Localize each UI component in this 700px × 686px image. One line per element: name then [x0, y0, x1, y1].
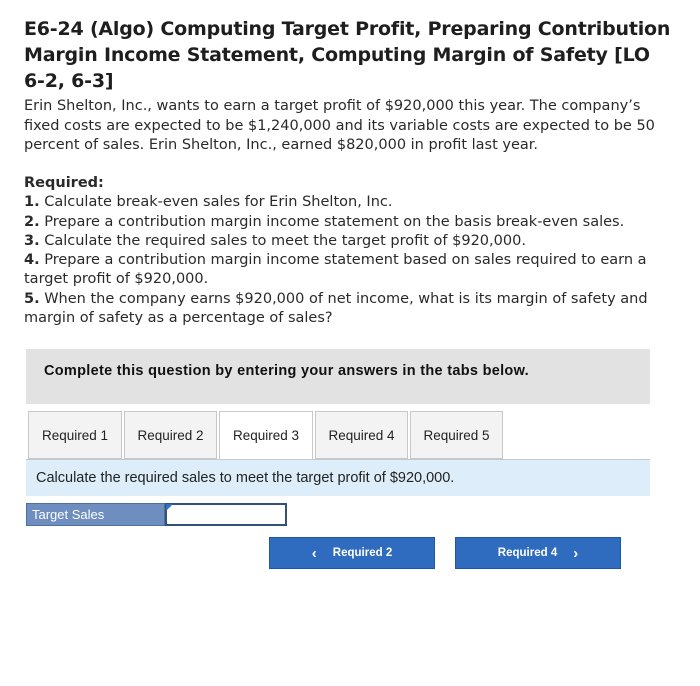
requirement-item [24, 193, 664, 212]
requirement-text: Calculate break-even sales for Erin Shelton, Inc. [44, 194, 393, 211]
problem-title: E6-24 (Algo) Computing Target Profit, Preparing Contribution Margin Income Statement, Computing Margin of Safety [LO 6-2, 6-3] [24, 18, 671, 92]
instructions-banner [26, 349, 650, 404]
next-required-button[interactable] [455, 537, 621, 569]
target-sales-label: Target Sales [26, 503, 165, 526]
tab-required-5[interactable]: Required 5 [410, 411, 503, 459]
target-sales-input[interactable] [165, 503, 287, 526]
requirement-text: Prepare a contribution margin income statement based on sales required to earn a target profit of $920,000. [24, 252, 647, 288]
requirement-item [24, 290, 664, 329]
requirement-number: 1. [24, 194, 40, 211]
requirement-number: 5. [24, 290, 40, 307]
requirement-number: 2. [24, 213, 40, 230]
tab-instruction [26, 460, 650, 496]
prev-button-label: Required 2 [332, 547, 393, 559]
requirement-text: When the company earns $920,000 of net income, what is its margin of safety and margin of safety as a percentage of sales? [24, 290, 648, 327]
chevron-left-icon: ‹ [311, 544, 317, 562]
banner-text: Complete this question by entering your answers in the tabs below. [44, 363, 529, 379]
tab-required-3[interactable]: Required 3 [219, 411, 313, 460]
input-marker-icon [166, 504, 173, 511]
tab-required-4[interactable]: Required 4 [315, 411, 408, 459]
requirement-item [24, 251, 664, 290]
tab-bar [26, 411, 650, 460]
tab-required-1[interactable]: Required 1 [28, 411, 122, 459]
requirement-text: Prepare a contribution margin income statement on the basis break-even sales. [44, 213, 625, 230]
requirement-number: 4. [24, 252, 40, 269]
prev-required-button[interactable] [269, 537, 435, 569]
next-button-label: Required 4 [497, 547, 558, 559]
instruction-text: Calculate the required sales to meet the target profit of $920,000. [36, 470, 455, 486]
requirement-text: Calculate the required sales to meet the target profit of $920,000. [44, 232, 526, 249]
chevron-right-icon: › [573, 544, 579, 562]
requirement-item [24, 232, 664, 251]
problem-intro: Erin Shelton, Inc., wants to earn a target profit of $920,000 this year. The company’s fixed costs are expected to be $1,240,000 and its variable costs are expected to be 50 percent of sales. Erin Shelton, Inc., earned $820,000 in profit last year. [24, 98, 655, 153]
required-heading: Required: [24, 175, 104, 191]
requirements-block [24, 174, 664, 328]
requirement-number: 3. [24, 232, 40, 249]
requirement-item [24, 213, 664, 232]
tab-required-2[interactable]: Required 2 [124, 411, 217, 459]
